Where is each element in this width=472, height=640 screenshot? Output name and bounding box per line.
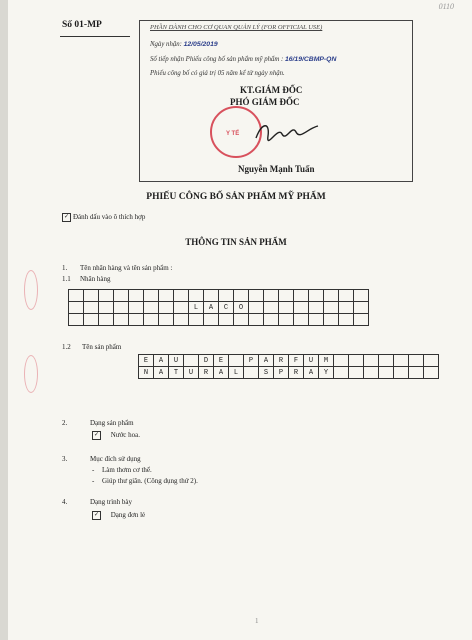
grid-cell xyxy=(234,314,249,326)
grid-cell: A xyxy=(204,302,219,314)
grid-row xyxy=(139,367,439,379)
grid-cell xyxy=(309,314,324,326)
grid-cell xyxy=(264,290,279,302)
grid-cell xyxy=(324,290,339,302)
grid-cell xyxy=(294,302,309,314)
grid-cell: S xyxy=(259,367,274,379)
grid-cell xyxy=(69,314,84,326)
grid-cell xyxy=(99,302,114,314)
item-4-label: Dạng trình bày xyxy=(90,498,132,506)
grid-cell xyxy=(379,367,394,379)
grid-cell xyxy=(309,290,324,302)
grid-cell xyxy=(394,367,409,379)
handwritten-signature xyxy=(252,118,322,148)
edge-seal-fragment xyxy=(24,355,38,393)
validity-note: Phiếu công bố có giá trị 05 năm kể từ ngày nhận. xyxy=(150,70,285,77)
grid-cell xyxy=(69,302,84,314)
item-1-1-label: Nhãn hàng xyxy=(80,275,111,283)
product-name-grid xyxy=(138,354,439,379)
grid-cell: M xyxy=(319,355,334,367)
grid-cell: R xyxy=(289,367,304,379)
grid-cell: N xyxy=(139,367,154,379)
grid-cell xyxy=(379,355,394,367)
received-date-line xyxy=(150,41,218,48)
grid-cell xyxy=(144,302,159,314)
page-number: 1 xyxy=(255,617,259,625)
edge-seal-fragment xyxy=(24,270,38,310)
grid-cell xyxy=(99,290,114,302)
grid-cell xyxy=(249,290,264,302)
receipt-number-line xyxy=(150,56,336,63)
grid-cell: A xyxy=(304,367,319,379)
grid-cell xyxy=(279,290,294,302)
grid-cell xyxy=(189,290,204,302)
item-1-number: 1. xyxy=(62,264,68,272)
grid-cell xyxy=(219,290,234,302)
section-title: THÔNG TIN SẢN PHẨM xyxy=(185,237,287,247)
grid-cell xyxy=(424,367,439,379)
grid-cell: A xyxy=(154,355,169,367)
grid-cell xyxy=(409,367,424,379)
item-1-label: Tên nhãn hàng và tên sản phẩm : xyxy=(80,264,173,272)
grid-cell xyxy=(84,302,99,314)
grid-row xyxy=(69,314,369,326)
grid-cell: U xyxy=(304,355,319,367)
item-3-bullet-1: - Làm thơm cơ thể. xyxy=(92,466,152,474)
grid-cell: D xyxy=(199,355,214,367)
checked-checkbox-icon: ✓ xyxy=(93,512,100,518)
grid-cell xyxy=(184,355,199,367)
scan-edge xyxy=(0,0,8,640)
checked-checkbox-icon: ✓ xyxy=(63,214,70,220)
grid-cell xyxy=(174,302,189,314)
grid-cell xyxy=(249,302,264,314)
document-title: PHIẾU CÔNG BỐ SẢN PHẨM MỸ PHẨM xyxy=(146,192,326,202)
grid-cell xyxy=(334,367,349,379)
grid-cell xyxy=(144,290,159,302)
grid-cell: C xyxy=(219,302,234,314)
grid-cell: F xyxy=(289,355,304,367)
received-label: Ngày nhận: xyxy=(150,41,182,48)
grid-cell xyxy=(394,355,409,367)
grid-cell xyxy=(279,302,294,314)
grid-cell: T xyxy=(169,367,184,379)
grid-cell xyxy=(174,290,189,302)
grid-cell xyxy=(69,290,84,302)
for-director-label: KT.GIÁM ĐỐC xyxy=(240,85,303,95)
item-1-2-number: 1.2 xyxy=(62,343,71,351)
form-number-underline xyxy=(60,36,130,37)
grid-cell: E xyxy=(139,355,154,367)
margin-note: 0110 xyxy=(438,2,454,11)
seal-text: Y TẾ xyxy=(226,131,240,137)
grid-cell xyxy=(244,367,259,379)
grid-cell: U xyxy=(169,355,184,367)
form-number: Số 01-MP xyxy=(62,20,102,30)
grid-cell: Y xyxy=(319,367,334,379)
item-3-number: 3. xyxy=(62,455,68,463)
grid-cell xyxy=(219,314,234,326)
grid-cell: R xyxy=(199,367,214,379)
brand-grid xyxy=(68,289,369,326)
item-2-number: 2. xyxy=(62,419,68,427)
grid-cell: L xyxy=(229,367,244,379)
grid-cell xyxy=(129,302,144,314)
grid-cell xyxy=(339,302,354,314)
grid-cell xyxy=(114,314,129,326)
grid-cell xyxy=(294,314,309,326)
grid-cell xyxy=(354,302,369,314)
grid-cell xyxy=(189,314,204,326)
grid-cell xyxy=(129,314,144,326)
grid-cell xyxy=(114,290,129,302)
received-date: 12/05/2019 xyxy=(183,41,218,48)
grid-cell: A xyxy=(214,367,229,379)
grid-cell xyxy=(144,314,159,326)
grid-cell xyxy=(364,367,379,379)
grid-cell: L xyxy=(189,302,204,314)
grid-cell xyxy=(339,290,354,302)
grid-cell xyxy=(294,290,309,302)
item-4-number: 4. xyxy=(62,498,68,506)
grid-cell xyxy=(229,355,244,367)
deputy-director-label: PHÓ GIÁM ĐỐC xyxy=(230,97,300,107)
grid-cell xyxy=(309,302,324,314)
grid-cell: R xyxy=(274,355,289,367)
grid-cell: E xyxy=(214,355,229,367)
checked-checkbox-icon: ✓ xyxy=(93,432,100,438)
grid-cell xyxy=(349,367,364,379)
grid-cell xyxy=(324,302,339,314)
grid-cell xyxy=(354,290,369,302)
grid-cell xyxy=(174,314,189,326)
grid-cell xyxy=(339,314,354,326)
grid-row xyxy=(69,290,369,302)
grid-cell xyxy=(159,302,174,314)
grid-cell: U xyxy=(184,367,199,379)
item-3-bullet-2: - Giúp thư giãn. (Công dụng thứ 2). xyxy=(92,477,198,485)
grid-cell: A xyxy=(154,367,169,379)
grid-cell xyxy=(334,355,349,367)
item-4-value: ✓ Dạng đơn lẻ xyxy=(93,511,146,520)
grid-row xyxy=(69,302,369,314)
grid-cell: A xyxy=(259,355,274,367)
item-1-1-number: 1.1 xyxy=(62,275,71,283)
item-1-2-label: Tên sản phẩm xyxy=(82,343,122,351)
item-2-value: ✓ Nước hoa. xyxy=(93,431,141,440)
grid-cell xyxy=(279,314,294,326)
receipt-label: Số tiếp nhận Phiếu công bố sản phẩm mỹ phẩm : xyxy=(150,56,284,63)
grid-cell xyxy=(204,314,219,326)
grid-cell xyxy=(264,314,279,326)
grid-cell xyxy=(349,355,364,367)
grid-cell xyxy=(99,314,114,326)
grid-cell xyxy=(204,290,219,302)
grid-row xyxy=(139,355,439,367)
grid-cell xyxy=(84,290,99,302)
grid-cell xyxy=(249,314,264,326)
grid-cell xyxy=(129,290,144,302)
signer-name: Nguyễn Mạnh Tuấn xyxy=(238,164,315,174)
grid-cell: O xyxy=(234,302,249,314)
grid-cell: P xyxy=(244,355,259,367)
item-2-label: Dạng sản phẩm xyxy=(90,419,134,427)
grid-cell xyxy=(234,290,249,302)
grid-cell xyxy=(159,290,174,302)
grid-cell xyxy=(159,314,174,326)
grid-cell xyxy=(84,314,99,326)
grid-cell: P xyxy=(274,367,289,379)
tick-note: ✓ Đánh dấu vào ô thích hợp xyxy=(63,213,146,222)
grid-cell xyxy=(354,314,369,326)
grid-cell xyxy=(424,355,439,367)
grid-cell xyxy=(364,355,379,367)
grid-cell xyxy=(114,302,129,314)
grid-cell xyxy=(324,314,339,326)
official-use-header: PHẦN DÀNH CHO CƠ QUAN QUẢN LÝ (FOR OFFICIAL USE) xyxy=(150,24,323,31)
grid-cell xyxy=(409,355,424,367)
item-3-label: Mục đích sử dụng xyxy=(90,455,141,463)
receipt-number: 16/19/CBMP-QN xyxy=(284,56,337,63)
grid-cell xyxy=(264,302,279,314)
